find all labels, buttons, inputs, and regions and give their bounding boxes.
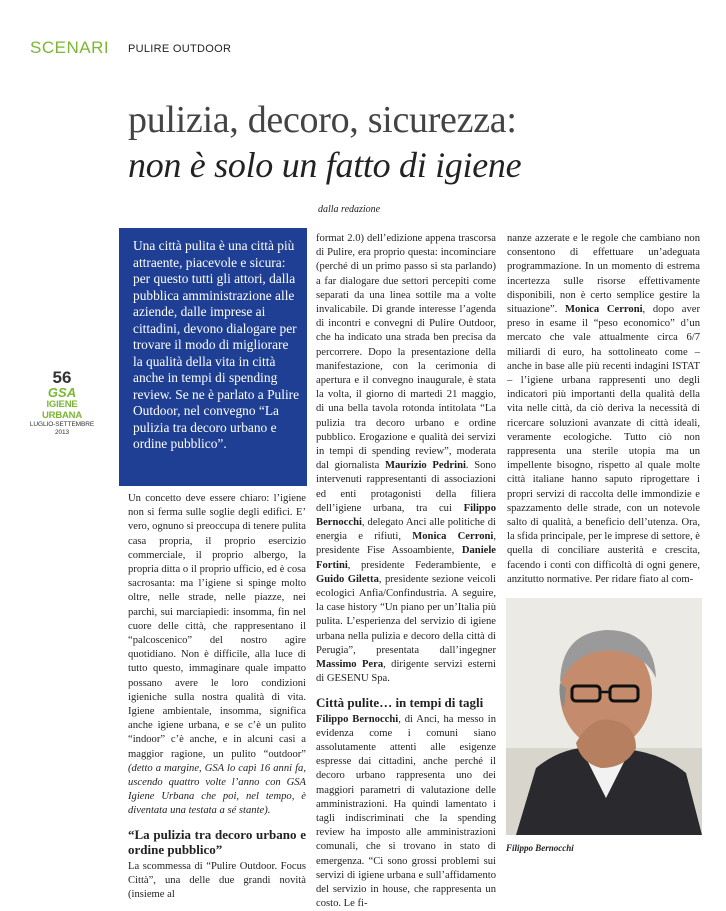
subheading: “La pulizia tra decoro urbano e ordine pubblico” — [128, 827, 306, 857]
person-name: Monica Cerroni — [412, 531, 493, 542]
text-run: . Sono intervenuti rappresentanti di associazioni ed enti protagonisti della filiera dell’igiene urbana, tra cui — [316, 460, 496, 514]
portrait-illustration — [506, 598, 702, 835]
lead-box — [119, 228, 307, 486]
text-run: , presidente Federambiente, e — [348, 560, 496, 571]
column-3 — [507, 232, 700, 587]
photo-caption: Filippo Bernocchi — [506, 843, 574, 853]
text-run: , delegato Anci alle politiche di energia e rifiuti, — [316, 517, 496, 542]
person-name: Guido Giletta — [316, 574, 379, 585]
subheading: Città pulite… in tempi di tagli — [316, 695, 496, 710]
person-name: Filippo Bernocchi — [316, 503, 496, 528]
page-number: 56 — [27, 369, 97, 386]
paragraph — [316, 232, 496, 687]
paragraph — [316, 713, 496, 911]
text-run: format 2.0) dell’edizione appena trascorsa di Pulire, era proprio questa: incominciare (perché di un primo passo si sta parlando) a far dialogare due settori percepiti come separati da una linea sottile ma a volte invalicabile. Di grande interesse l’agenda di incontri e convegni di Pulire Outdoor, che ha indicato una strada ben precisa da percorrere. Dopo la presentazione della manifestazione, con la cerimonia di apertura e il convegno inaugurale, è stata la volta, il giorno di martedì 21 maggio, di una bella tavola rotonda intitolata “La pulizia tra decoro urbano e ordine pubblico. Erogazione e qualità dei servizi in tempi di spending review”, moderata dal giornalista — [316, 233, 496, 471]
paragraph — [507, 232, 700, 587]
portrait-photo — [506, 598, 702, 835]
lead-text: Una città pulita è una città più attraente, piacevole e sicura: per questo tutti gli attori, dalla pubblica amministrazione alle aziende, dalle imprese ai cittadini, devono dialogare per trovare il modo di migliorare la qualità della vita in città anche in tempi di spending review. Se ne è parlato a Pulire Outdoor, nel convegno “La pulizia tra decoro urbano e ordine pubblico”. — [133, 238, 299, 451]
paragraph-text: Un concetto deve essere chiaro: l’igiene non si ferma sulle soglie degli edifici. E’ vero, ognuno si preoccupa di tenere pulita casa propria, il proprio esercizio commerciale, il proprio albergo, la propria ditta o il proprio ufficio, ed è cosa sacrosanta: ma l’igiene si spinge molto oltre, nelle strade, nelle piazze, nei parchi, sui marciapiedi: insomma, fin nel cuore delle città, che rappresentano il “palcoscenico” del nostro agire quotidiano. Non è difficile, alla luce di tutto questo, immaginare quale impatto possano avere le loro condizioni igieniche sulla nostra qualità di vita. Igiene ambientale, insomma, significa anche igiene urbana, e se c’è un pulito “indoor” c’è anche, e in alcuni casi a maggior ragione, un pulito “outdoor” — [128, 493, 306, 760]
person-name: Massimo Pera — [316, 659, 383, 670]
column-2 — [316, 232, 496, 911]
text-run: , dopo aver preso in esame il “peso economico” d’un mercato che vale attualmente circa 6/7 miliardi di euro, ha sottolineato come – anche in base alle più recenti indagini ISTAT – l’igiene urbana rappresenti uno degli indicatori più importanti della qualità della vita nelle città, da ciò deriva la necessità di ricercare soluzioni avanzate di città ideali, veramente ecologiche. Tutto ciò non rappresenta una sterile utopia ma un impellente bisogno, rispetto al quale molte città italiane hanno saputo riprogettare i propri servizi di raccolta delle immondizie e spazzamento delle strade, con un notevole salto di qualità, a beneficio dell’utenza. Ora, la sfida principale, per le imprese di settore, è quella di conciliare austerità e crescita, facendo i conti con difficoltà di ogni genere, anzitutto normative. Per ridare fiato al com- — [507, 304, 700, 585]
person-name: Daniele Fortini — [316, 545, 496, 570]
magazine-logo-short: GSA — [27, 386, 97, 399]
paragraph-aside: (detto a margine, GSA lo capì 16 anni fa, uscendo quattro volte l’anno con GSA Igiene Urbana che poi, nel tempo, è diventata una testata a sé stante). — [128, 763, 306, 817]
subsection-label: PULIRE OUTDOOR — [128, 43, 231, 55]
column-1 — [128, 492, 306, 902]
paragraph — [128, 492, 306, 819]
issue-date: LUGLIO-SETTEMBRE 2013 — [27, 421, 97, 437]
byline: dalla redazione — [318, 204, 380, 215]
text-run: , dirigente servizi esterni di GESENU Spa. — [316, 659, 496, 684]
article-subtitle: non è solo un fatto di igiene — [128, 144, 521, 186]
page-folio — [27, 369, 97, 437]
article-title: pulizia, decoro, sicurezza: — [128, 98, 517, 142]
magazine-logo-name: IGIENE URBANA — [27, 399, 97, 421]
person-name: Monica Cerroni — [565, 304, 643, 315]
text-run: nanze azzerate e le regole che cambiano non consentono di effettuare un’adeguata programmazione. In un momento di estrema incertezza sulle risorse effettivamente disponibili, non è certo semplice gestire la situazione”. — [507, 233, 700, 315]
paragraph-text: La scommessa di “Pulire Outdoor. Focus Città”, una delle due grandi novità (insieme al — [128, 860, 306, 903]
page-header — [30, 38, 706, 62]
person-name: Filippo Bernocchi — [316, 714, 398, 725]
text-run: , presidente Fise Assoambiente, — [316, 531, 496, 556]
person-name: Maurizio Pedrini — [385, 460, 466, 471]
section-label: SCENARI — [30, 38, 109, 58]
text-run: , di Anci, ha messo in evidenza come i comuni siano assolutamente attenti alle esigenze espresse dai cittadini, anche perché il decoro urbano rappresenta uno dei maggiori parametri di valutazione delle amministrazioni. Ha quindi lamentato i tagli indiscriminati che la spending review ha imposto alle amministrazioni comunali, che si trovano in stato di emergenza. “Ci sono grossi problemi sui servizi di igiene urbana e sull’affidamento del servizio in house, che rappresenta un costo. Le fi- — [316, 714, 496, 910]
text-run: , presidente sezione veicoli ecologici Anfia/Confindustria. A seguire, la case history “Un piano per un’Italia più pulita. L’esperienza del servizio di igiene urbana nella pulizia e decoro della città di Perugia”, presentata dall’ingegner — [316, 574, 496, 656]
